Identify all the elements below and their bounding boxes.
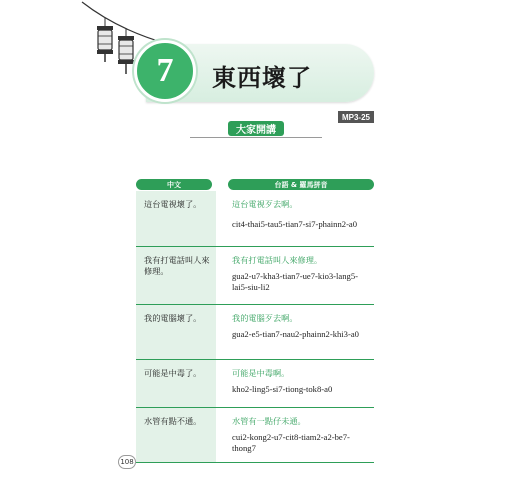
chinese-text: 我有打電話叫人來修理。 bbox=[144, 255, 210, 276]
table-row bbox=[136, 191, 374, 247]
section-heading: 大家開講 bbox=[228, 121, 284, 136]
chapter-number: 7 bbox=[134, 40, 196, 102]
chinese-text: 可能是中毒了。 bbox=[144, 368, 202, 378]
header-chinese: 中文 bbox=[136, 179, 212, 190]
table-row bbox=[136, 360, 374, 408]
chinese-text: 我的電腦壞了。 bbox=[144, 313, 202, 323]
taiwanese-text: 可能是中毒啊。 bbox=[232, 368, 290, 378]
taiwanese-text: 這台電視歹去啊。 bbox=[232, 199, 298, 209]
romanization-text: gua2-u7-kha3-tian7-ue7-kio3-lang5-lai5-siu-li2 bbox=[232, 271, 358, 292]
taiwanese-text: 我有打電話叫人來修理。 bbox=[232, 255, 323, 265]
chinese-text: 這台電視壞了。 bbox=[144, 199, 202, 209]
table-row bbox=[136, 408, 374, 463]
taiwanese-text: 我的電腦歹去啊。 bbox=[232, 313, 298, 323]
chapter-title: 東西壞了 bbox=[212, 64, 312, 92]
table-row bbox=[136, 305, 374, 360]
romanization-text: gua2-e5-tian7-nau2-phainn2-khi3-a0 bbox=[232, 329, 359, 339]
table-header bbox=[136, 179, 374, 191]
page-number: 108 bbox=[118, 455, 136, 469]
romanization-text: kho2-ling5-si7-tiong-tok8-a0 bbox=[232, 384, 333, 394]
romanization-text: cit4-thai5-tau5-tian7-si7-phainn2-a0 bbox=[232, 219, 358, 229]
chinese-text: 水管有點不通。 bbox=[144, 416, 202, 426]
taiwanese-text: 水管有一點仔未通。 bbox=[232, 416, 306, 426]
audio-track-badge[interactable]: MP3-25 bbox=[338, 111, 374, 123]
table-row bbox=[136, 247, 374, 305]
phrase-table bbox=[136, 179, 374, 463]
header-taiwanese: 台語 & 羅馬拼音 bbox=[228, 179, 374, 190]
romanization-text: cui2-kong2-u7-cit8-tiam2-a2-be7-thong7 bbox=[232, 432, 350, 453]
